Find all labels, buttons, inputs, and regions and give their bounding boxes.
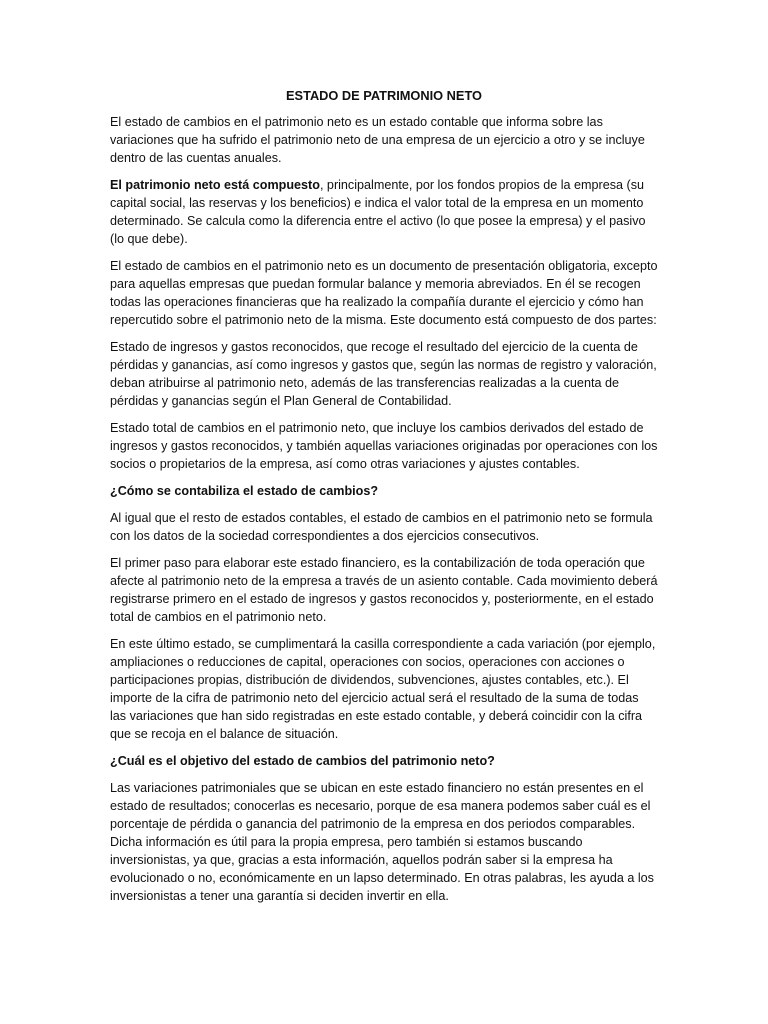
paragraph-composition-lead: El patrimonio neto está compuesto [110, 178, 320, 192]
paragraph-income-expenses: Estado de ingresos y gastos reconocidos, que recoge el resultado del ejercicio de la cuenta de pérdidas y ganancias, así como ingresos y gastos que, según las normas de registro y valoración, deban atribuirse al patrimonio neto, además de las transferencias realizadas a la cuenta de pérdidas y ganancias según el Plan General de Contabilidad. [110, 340, 657, 408]
section-heading-accounting: ¿Cómo se contabiliza el estado de cambios? [110, 484, 379, 498]
paragraph-composition [110, 176, 658, 248]
paragraph-first-step: El primer paso para elaborar este estado financiero, es la contabilización de toda operación que afecte al patrimonio neto de la empresa a través de un asiento contable. Cada movimiento deberá registrarse primero en el estado de ingresos y gastos reconocidos y, posteriormente, en el estado total de cambios en el patrimonio neto. [110, 556, 658, 624]
section-heading-objective: ¿Cuál es el objetivo del estado de cambios del patrimonio neto? [110, 754, 495, 768]
paragraph-final-state: En este último estado, se cumplimentará la casilla correspondiente a cada variación (por ejemplo, ampliaciones o reducciones de capital, operaciones con socios, operaciones con acciones o participaciones propias, distribución de dividendos, subvenciones, ajustes contables, etc.). El importe de la cifra de patrimonio neto del ejercicio actual será el resultado de la suma de todas las variaciones que han sido registradas en este estado contable, y deberá coincidir con la cifra que se recoja en el balance de situación. [110, 637, 656, 741]
paragraph-composition-rest: , principalmente, por los fondos propios de la empresa (su capital social, las reservas y los beneficios) e indica el valor total de la empresa en un momento determinado. Se calcula como la diferencia entre el activo (lo que posee la empresa) y el pasivo (lo que debe). [110, 178, 646, 246]
paragraph-intro: El estado de cambios en el patrimonio neto es un estado contable que informa sobre las variaciones que ha sufrido el patrimonio neto de una empresa de un ejercicio a otro y se incluye dentro de las cuentas anuales. [110, 115, 645, 165]
document-title: ESTADO DE PATRIMONIO NETO [286, 88, 482, 103]
paragraph-obligation: El estado de cambios en el patrimonio neto es un documento de presentación obligatoria, excepto para aquellas empresas que puedan formular balance y memoria abreviados. En él se recogen todas las operaciones financieras que ha realizado la compañía durante el ejercicio y cómo han repercutido sobre el patrimonio neto de la misma. Este documento está compuesto de dos partes: [110, 259, 658, 327]
paragraph-formulation: Al igual que el resto de estados contables, el estado de cambios en el patrimonio neto se formula con los datos de la sociedad correspondientes a dos ejercicios consecutivos. [110, 511, 653, 543]
paragraph-objective: Las variaciones patrimoniales que se ubican en este estado financiero no están presentes en el estado de resultados; conocerlas es necesario, porque de esa manera podemos saber cuál es el porcentaje de pérdida o ganancia del patrimonio de la empresa en dos periodos comparables. Dicha información es útil para la propia empresa, pero también si estamos buscando inversionistas, ya que, gracias a esta información, aquellos podrán saber si la empresa ha evolucionado o no, económicamente en un lapso determinado. En otras palabras, les ayuda a los inversionistas a tener una garantía si deciden invertir en ella. [110, 781, 654, 903]
document-page [110, 88, 658, 914]
paragraph-total-changes: Estado total de cambios en el patrimonio neto, que incluye los cambios derivados del estado de ingresos y gastos reconocidos, y también aquellas variaciones originadas por operaciones con los socios o propietarios de la empresa, así como otras variaciones y ajustes contables. [110, 421, 658, 471]
